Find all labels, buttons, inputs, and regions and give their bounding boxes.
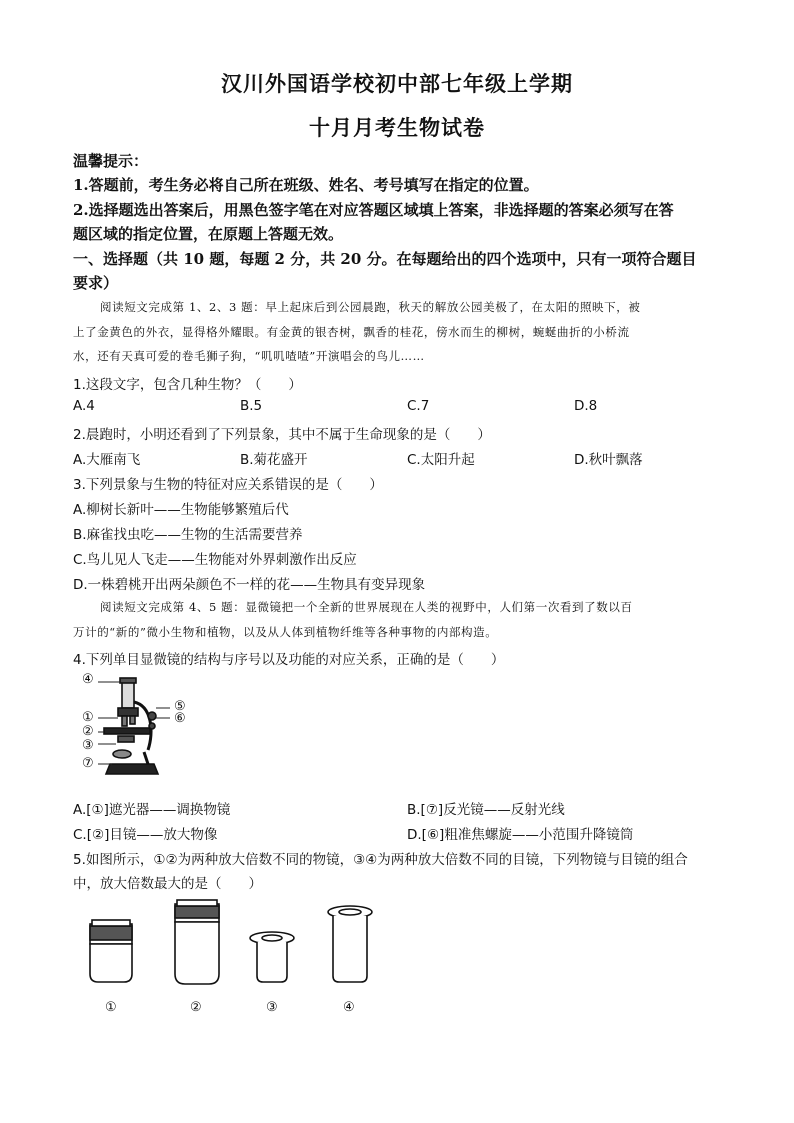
notice-heading: 温馨提示： (73, 152, 149, 170)
q1-option-a: A.4 (73, 398, 95, 414)
section-heading-b: 要求） (73, 274, 119, 292)
microscope-label-4: ④ (82, 672, 94, 687)
passage1-line3: 水，还有天真可爱的卷毛狮子狗，“叽叽喳喳”开演唱会的鸟儿…… (73, 349, 425, 363)
q1-option-b: B.5 (240, 398, 263, 414)
q4-option-d: D.[⑥]粗准焦螺旋——小范围升降镜筒 (407, 827, 634, 843)
passage2-line1: 阅读短文完成第 4、5 题：显微镜把一个全新的世界展现在人类的视野中，人们第一次看到了数以百 (100, 600, 633, 614)
lens-label-2: ② (190, 1000, 202, 1015)
q2-option-a: A.大雁南飞 (73, 452, 141, 468)
q4-option-c: C.[②]目镜——放大物像 (73, 827, 218, 843)
microscope-drawing (82, 672, 192, 784)
microscope-label-2: ② (82, 724, 94, 739)
microscope-label-7: ⑦ (82, 756, 94, 771)
lens-figure (80, 896, 380, 996)
q4-option-a: A.[①]遮光器——调换物镜 (73, 802, 231, 818)
q5-stem-a: 5.如图所示，①②为两种放大倍数不同的物镜，③④为两种放大倍数不同的目镜，下列物镜与目镜的组合 (73, 852, 688, 868)
q4-option-b: B.[⑦]反光镜——反射光线 (407, 802, 565, 818)
microscope-label-1: ① (82, 710, 94, 725)
q2-option-d: D.秋叶飘落 (574, 452, 643, 468)
microscope-figure (82, 672, 192, 784)
q4-stem: 4.下列单目显微镜的结构与序号以及功能的对应关系，正确的是（ ） (73, 652, 505, 668)
q2-option-b: B.菊花盛开 (240, 452, 308, 468)
q1-stem: 1.这段文字，包含几种生物？（ ） (73, 377, 302, 393)
q2-stem: 2.晨跑时，小明还看到了下列景象，其中不属于生命现象的是（ ） (73, 427, 491, 443)
eyepiece-lens-3 (250, 932, 294, 982)
q3-option-a: A.柳树长新叶——生物能够繁殖后代 (73, 502, 289, 518)
exam-title-line2: 十月月考生物试卷 (309, 115, 485, 140)
lens-label-1: ① (105, 1000, 117, 1015)
q5-stem-b: 中，放大倍数最大的是（ ） (73, 876, 262, 892)
q3-option-c: C.鸟儿见人飞走——生物能对外界刺激作出反应 (73, 552, 357, 568)
section-heading-a: 一、选择题（共 10 题，每题 2 分，共 20 分。在每题给出的四个选项中，只有一项符合题目 (73, 250, 697, 268)
objective-lens-1 (90, 920, 132, 982)
q2-option-c: C.太阳升起 (407, 452, 475, 468)
microscope-label-3: ③ (82, 738, 94, 753)
q3-option-b: B.麻雀找虫吃——生物的生活需要营养 (73, 527, 303, 543)
passage1-line2: 上了金黄色的外衣，显得格外耀眼。有金黄的银杏树，飘香的桂花，傍水而生的柳树，蜿蜒曲折的小桥流 (73, 325, 630, 339)
microscope-label-6: ⑥ (174, 711, 186, 726)
notice-item-2a: 2.选择题选出答案后，用黑色签字笔在对应答题区域填上答案，非选择题的答案必须写在答 (73, 201, 674, 219)
lens-drawing (80, 896, 380, 996)
q3-option-d: D.一株碧桃开出两朵颜色不一样的花——生物具有变异现象 (73, 577, 426, 593)
q3-stem: 3.下列景象与生物的特征对应关系错误的是（ ） (73, 477, 383, 493)
microscope-label-5: ⑤ (174, 699, 186, 714)
q1-option-d: D.8 (574, 398, 598, 414)
lens-label-4: ④ (343, 1000, 355, 1015)
lens-label-3: ③ (266, 1000, 278, 1015)
passage2-line2: 万计的“新的”微小生物和植物，以及从人体到植物纤维等各种事物的内部构造。 (73, 625, 498, 639)
eyepiece-lens-4 (328, 906, 372, 982)
notice-item-1: 1.答题前，考生务必将自己所在班级、姓名、考号填写在指定的位置。 (73, 176, 539, 194)
exam-title-line1: 汉川外国语学校初中部七年级上学期 (221, 71, 573, 96)
passage1-line1: 阅读短文完成第 1、2、3 题：早上起床后到公园晨跑，秋天的解放公园美极了，在太阳的照映下，被 (100, 300, 641, 314)
objective-lens-2 (175, 900, 219, 984)
notice-item-2b: 题区域的指定位置，在原题上答题无效。 (73, 225, 344, 243)
q1-option-c: C.7 (407, 398, 430, 414)
